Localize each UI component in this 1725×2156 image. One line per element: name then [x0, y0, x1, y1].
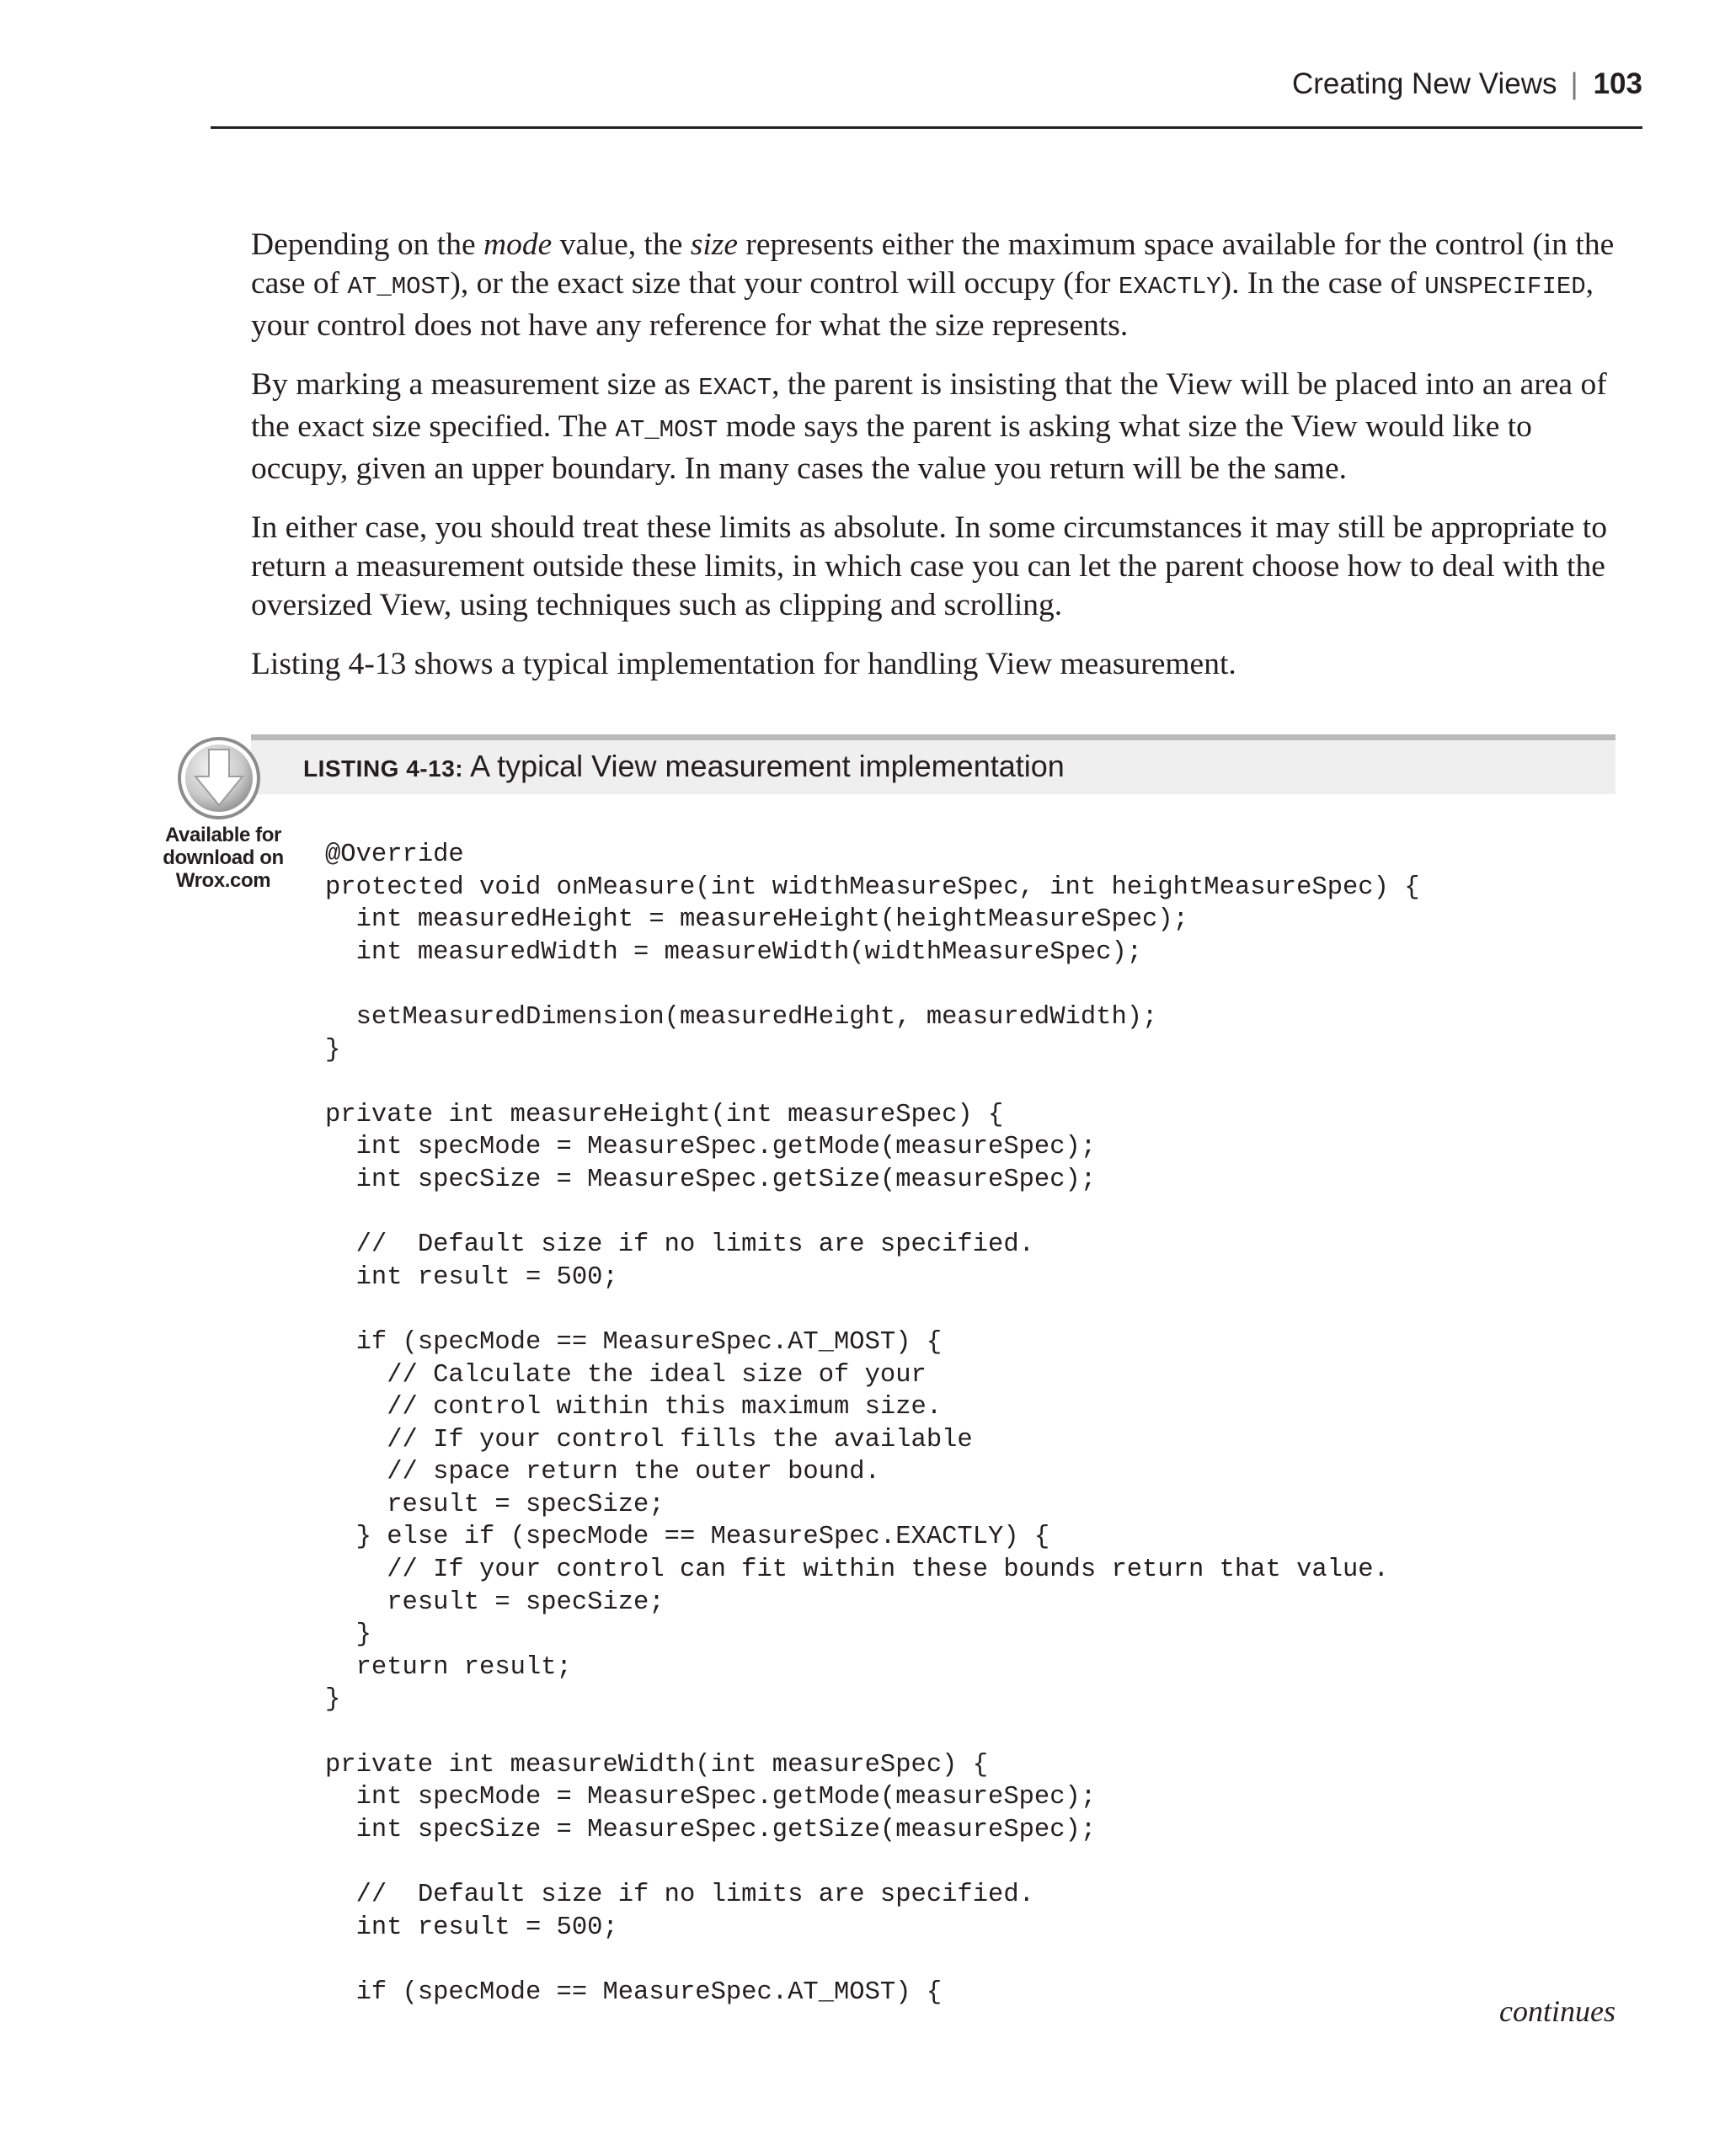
download-note-line-1: Available for [165, 824, 281, 846]
inline-code: EXACTLY [1118, 273, 1221, 301]
text-run: By marking a measurement size as [251, 367, 699, 402]
download-note [153, 824, 293, 892]
running-head [211, 66, 1642, 103]
listing-caption: A typical View measurement implementation [470, 749, 1065, 783]
body-text [251, 226, 1632, 704]
paragraph-2 [251, 366, 1632, 488]
listing-title [303, 748, 1065, 787]
emphasis: size [690, 227, 738, 262]
code-line: protected void onMeasure(int widthMeasureSpec, int heightMeasureSpec) { [325, 873, 1420, 902]
text-run: , the parent is insisting that the View will be placed into an area of the exact size specified. The [251, 367, 1607, 444]
code-line: // control within this maximum size. [325, 1393, 943, 1422]
code-line: if (specMode == MeasureSpec.AT_MOST) { [325, 1977, 943, 2007]
code-line: // If your control can fit within these bounds return that value. [325, 1556, 1389, 1585]
code-line: // Default size if no limits are specified. [325, 1230, 1034, 1260]
text-run: Depending on the [251, 227, 483, 262]
listing-top-rule [251, 734, 1616, 740]
code-listing [325, 839, 1420, 2009]
paragraph-1 [251, 226, 1632, 345]
code-line: } else if (specMode == MeasureSpec.EXACTLY) { [325, 1523, 1050, 1552]
code-line: if (specMode == MeasureSpec.AT_MOST) { [325, 1327, 943, 1357]
download-arrow-icon-svg [175, 734, 263, 822]
running-head-title: Creating New Views [1292, 67, 1557, 100]
text-run: ), or the exact size that your control will occupy (for [450, 266, 1119, 301]
text-run: represents either the maximum space available for the control (in the case of [251, 227, 1615, 301]
code-line: int result = 500; [325, 1913, 618, 1942]
code-line: @Override [325, 841, 464, 869]
code-line: } [325, 1685, 341, 1715]
inline-code: AT_MOST [347, 273, 451, 301]
code-line: int result = 500; [325, 1262, 618, 1292]
code-line: int specSize = MeasureSpec.getSize(measureSpec); [325, 1165, 1097, 1194]
code-line: // If your control fills the available [325, 1425, 973, 1454]
download-arrow-icon [175, 734, 263, 822]
text-run: mode says the parent is asking what size the View would like to occupy, given an upper boundary. In many cases the value you return will be the same. [251, 409, 1532, 486]
text-run: , your control does not have any reference for what the size represents. [251, 266, 1594, 343]
code-line: int measuredHeight = measureHeight(heightMeasureSpec); [325, 905, 1188, 935]
inline-code: EXACT [698, 374, 772, 402]
code-line: result = specSize; [325, 1490, 665, 1519]
running-head-separator: | [1570, 67, 1578, 100]
code-line: int specMode = MeasureSpec.getMode(measureSpec); [325, 1133, 1097, 1162]
code-line: // Default size if no limits are specified. [325, 1881, 1034, 1909]
code-line: int specSize = MeasureSpec.getSize(measureSpec); [325, 1815, 1097, 1844]
code-line: private int measureHeight(int measureSpec) { [325, 1100, 1004, 1129]
listing-label: LISTING 4-13: [303, 755, 464, 782]
inline-code: UNSPECIFIED [1424, 273, 1586, 301]
emphasis: mode [483, 227, 553, 262]
code-line: result = specSize; [325, 1588, 665, 1617]
page-number: 103 [1593, 67, 1642, 100]
code-line: } [325, 1035, 341, 1065]
continues-note: continues [1499, 1994, 1616, 2028]
paragraph-3 [251, 509, 1632, 625]
text-run: Listing 4-13 shows a typical implementation for handling View measurement. [251, 647, 1236, 681]
code-line: // Calculate the ideal size of your [325, 1360, 927, 1390]
header-rule [211, 126, 1642, 129]
code-line: int measuredWidth = measureWidth(widthMeasureSpec); [325, 937, 1143, 967]
download-note-line-3: Wrox.com [175, 869, 271, 892]
text-run: In either case, you should treat these limits as absolute. In some circumstances it may still be appropriate to return a measurement outside these limits, in which case you can let the parent choose how to deal with the oversized View, using techniques such as clipping and scrolling. [251, 510, 1607, 622]
text-run: ). In the case of [1220, 266, 1425, 301]
text-run: value, the [552, 227, 691, 262]
code-line: int specMode = MeasureSpec.getMode(measureSpec); [325, 1783, 1097, 1812]
code-line: return result; [325, 1652, 572, 1682]
code-line: private int measureWidth(int measureSpec) { [325, 1750, 989, 1780]
code-line: setMeasuredDimension(measuredHeight, measuredWidth); [325, 1002, 1158, 1032]
paragraph-4 [251, 645, 1632, 684]
code-line: // space return the outer bound. [325, 1458, 880, 1487]
download-note-line-2: download on [163, 846, 284, 869]
inline-code: AT_MOST [615, 416, 718, 444]
code-line: } [325, 1620, 371, 1650]
